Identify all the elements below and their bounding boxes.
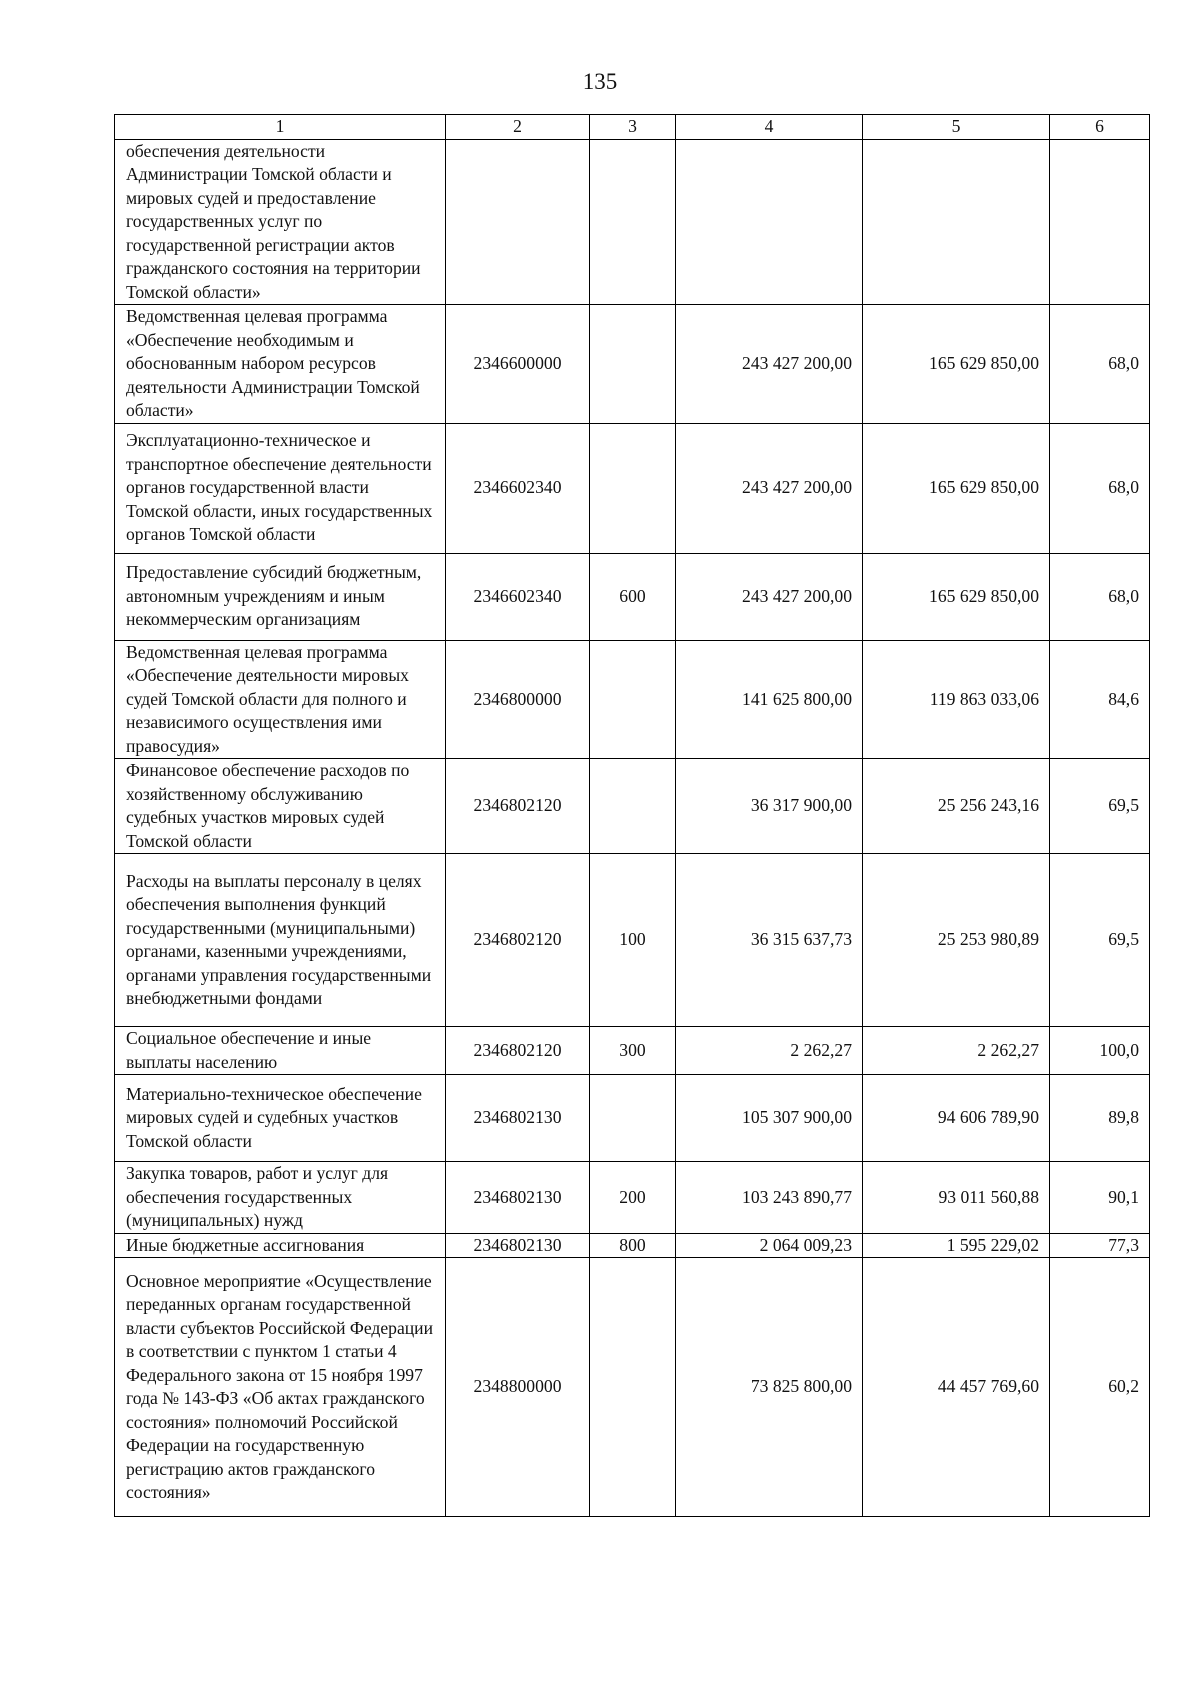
row-code-cell: 2346800000 — [446, 640, 590, 759]
row-code-cell: 2346802120 — [446, 759, 590, 854]
row-actual-amount-cell: 44 457 769,60 — [863, 1258, 1050, 1517]
row-expense-type-cell — [590, 305, 676, 424]
row-actual-amount-cell — [863, 139, 1050, 305]
row-percent-cell: 77,3 — [1050, 1233, 1150, 1258]
row-actual-amount-cell: 94 606 789,90 — [863, 1075, 1050, 1162]
row-planned-amount-cell: 2 262,27 — [676, 1027, 863, 1075]
row-percent-cell: 68,0 — [1050, 305, 1150, 424]
header-col-6: 6 — [1050, 115, 1150, 140]
row-code-cell: 2346602340 — [446, 553, 590, 640]
row-actual-amount-cell: 165 629 850,00 — [863, 305, 1050, 424]
table-row — [115, 423, 1150, 553]
header-col-2: 2 — [446, 115, 590, 140]
row-planned-amount-cell: 243 427 200,00 — [676, 305, 863, 424]
row-planned-amount-cell: 36 317 900,00 — [676, 759, 863, 854]
table-header-row — [115, 115, 1150, 140]
row-actual-amount-cell: 2 262,27 — [863, 1027, 1050, 1075]
row-code-cell — [446, 139, 590, 305]
row-code-cell: 2346802120 — [446, 1027, 590, 1075]
row-expense-type-cell — [590, 640, 676, 759]
row-expense-type-cell: 100 — [590, 854, 676, 1027]
table-row — [115, 1258, 1150, 1517]
row-expense-type-cell — [590, 1075, 676, 1162]
row-expense-type-cell — [590, 423, 676, 553]
row-name-cell: Расходы на выплаты персоналу в целях обеспечения выполнения функций государственными (муниципальными) органами, казенными учреждениями, органами управления государственными внебюджетными фондами — [115, 854, 446, 1027]
row-name-cell: Материально-техническое обеспечение мировых судей и судебных участков Томской области — [115, 1075, 446, 1162]
table-row — [115, 305, 1150, 424]
row-code-cell: 2346600000 — [446, 305, 590, 424]
table-row — [115, 139, 1150, 305]
row-actual-amount-cell: 165 629 850,00 — [863, 553, 1050, 640]
row-name-cell: Основное мероприятие «Осуществление переданных органам государственной власти субъектов Российской Федерации в соответствии с пунктом 1 статьи 4 Федерального закона от 15 ноября 1997 года № 143-ФЗ «Об актах гражданского состояния» полномочий Российской Федерации на государственную регистрацию актов гражданского состояния» — [115, 1258, 446, 1517]
row-actual-amount-cell: 93 011 560,88 — [863, 1162, 1050, 1234]
row-actual-amount-cell: 1 595 229,02 — [863, 1233, 1050, 1258]
row-percent-cell: 68,0 — [1050, 423, 1150, 553]
row-name-cell: Предоставление субсидий бюджетным, автономным учреждениям и иным некоммерческим организациям — [115, 553, 446, 640]
row-name-cell: Ведомственная целевая программа «Обеспечение деятельности мировых судей Томской области для полного и независимого осуществления ими правосудия» — [115, 640, 446, 759]
row-percent-cell — [1050, 139, 1150, 305]
row-planned-amount-cell: 141 625 800,00 — [676, 640, 863, 759]
row-percent-cell: 69,5 — [1050, 854, 1150, 1027]
row-planned-amount-cell: 73 825 800,00 — [676, 1258, 863, 1517]
row-name-cell: Социальное обеспечение и иные выплаты населению — [115, 1027, 446, 1075]
row-percent-cell: 68,0 — [1050, 553, 1150, 640]
row-planned-amount-cell: 103 243 890,77 — [676, 1162, 863, 1234]
row-actual-amount-cell: 25 253 980,89 — [863, 854, 1050, 1027]
row-planned-amount-cell: 2 064 009,23 — [676, 1233, 863, 1258]
row-code-cell: 2346802130 — [446, 1233, 590, 1258]
row-percent-cell: 100,0 — [1050, 1027, 1150, 1075]
row-name-cell: Закупка товаров, работ и услуг для обеспечения государственных (муниципальных) нужд — [115, 1162, 446, 1234]
row-expense-type-cell — [590, 139, 676, 305]
row-expense-type-cell: 200 — [590, 1162, 676, 1234]
row-planned-amount-cell — [676, 139, 863, 305]
header-col-5: 5 — [863, 115, 1050, 140]
header-col-3: 3 — [590, 115, 676, 140]
row-planned-amount-cell: 105 307 900,00 — [676, 1075, 863, 1162]
row-name-cell: Финансовое обеспечение расходов по хозяйственному обслуживанию судебных участков мировых судей Томской области — [115, 759, 446, 854]
budget-table — [114, 114, 1150, 1517]
header-col-1: 1 — [115, 115, 446, 140]
row-code-cell: 2348800000 — [446, 1258, 590, 1517]
table-row — [115, 1233, 1150, 1258]
row-actual-amount-cell: 165 629 850,00 — [863, 423, 1050, 553]
row-actual-amount-cell: 119 863 033,06 — [863, 640, 1050, 759]
row-name-cell: Эксплуатационно-техническое и транспортное обеспечение деятельности органов государственной власти Томской области, иных государственных органов Томской области — [115, 423, 446, 553]
row-code-cell: 2346802130 — [446, 1075, 590, 1162]
row-expense-type-cell — [590, 759, 676, 854]
table-row — [115, 759, 1150, 854]
page-number: 135 — [582, 69, 618, 94]
row-expense-type-cell: 800 — [590, 1233, 676, 1258]
header-col-4: 4 — [676, 115, 863, 140]
row-planned-amount-cell: 36 315 637,73 — [676, 854, 863, 1027]
row-expense-type-cell: 300 — [590, 1027, 676, 1075]
row-name-cell: Ведомственная целевая программа «Обеспечение необходимым и обоснованным набором ресурсов деятельности Администрации Томской области» — [115, 305, 446, 424]
row-expense-type-cell: 600 — [590, 553, 676, 640]
row-name-cell: Иные бюджетные ассигнования — [115, 1233, 446, 1258]
row-code-cell: 2346802120 — [446, 854, 590, 1027]
table-row — [115, 640, 1150, 759]
row-actual-amount-cell: 25 256 243,16 — [863, 759, 1050, 854]
row-code-cell: 2346602340 — [446, 423, 590, 553]
row-percent-cell: 60,2 — [1050, 1258, 1150, 1517]
table-row — [115, 1027, 1150, 1075]
table-row — [115, 553, 1150, 640]
row-percent-cell: 69,5 — [1050, 759, 1150, 854]
row-planned-amount-cell: 243 427 200,00 — [676, 423, 863, 553]
row-name-cell: обеспечения деятельности Администрации Томской области и мировых судей и предоставление государственных услуг по государственной регистрации актов гражданского состояния на территории Томской области» — [115, 139, 446, 305]
table-row — [115, 854, 1150, 1027]
table-row — [115, 1162, 1150, 1234]
row-percent-cell: 89,8 — [1050, 1075, 1150, 1162]
row-code-cell: 2346802130 — [446, 1162, 590, 1234]
row-percent-cell: 84,6 — [1050, 640, 1150, 759]
row-planned-amount-cell: 243 427 200,00 — [676, 553, 863, 640]
row-percent-cell: 90,1 — [1050, 1162, 1150, 1234]
table-row — [115, 1075, 1150, 1162]
row-expense-type-cell — [590, 1258, 676, 1517]
